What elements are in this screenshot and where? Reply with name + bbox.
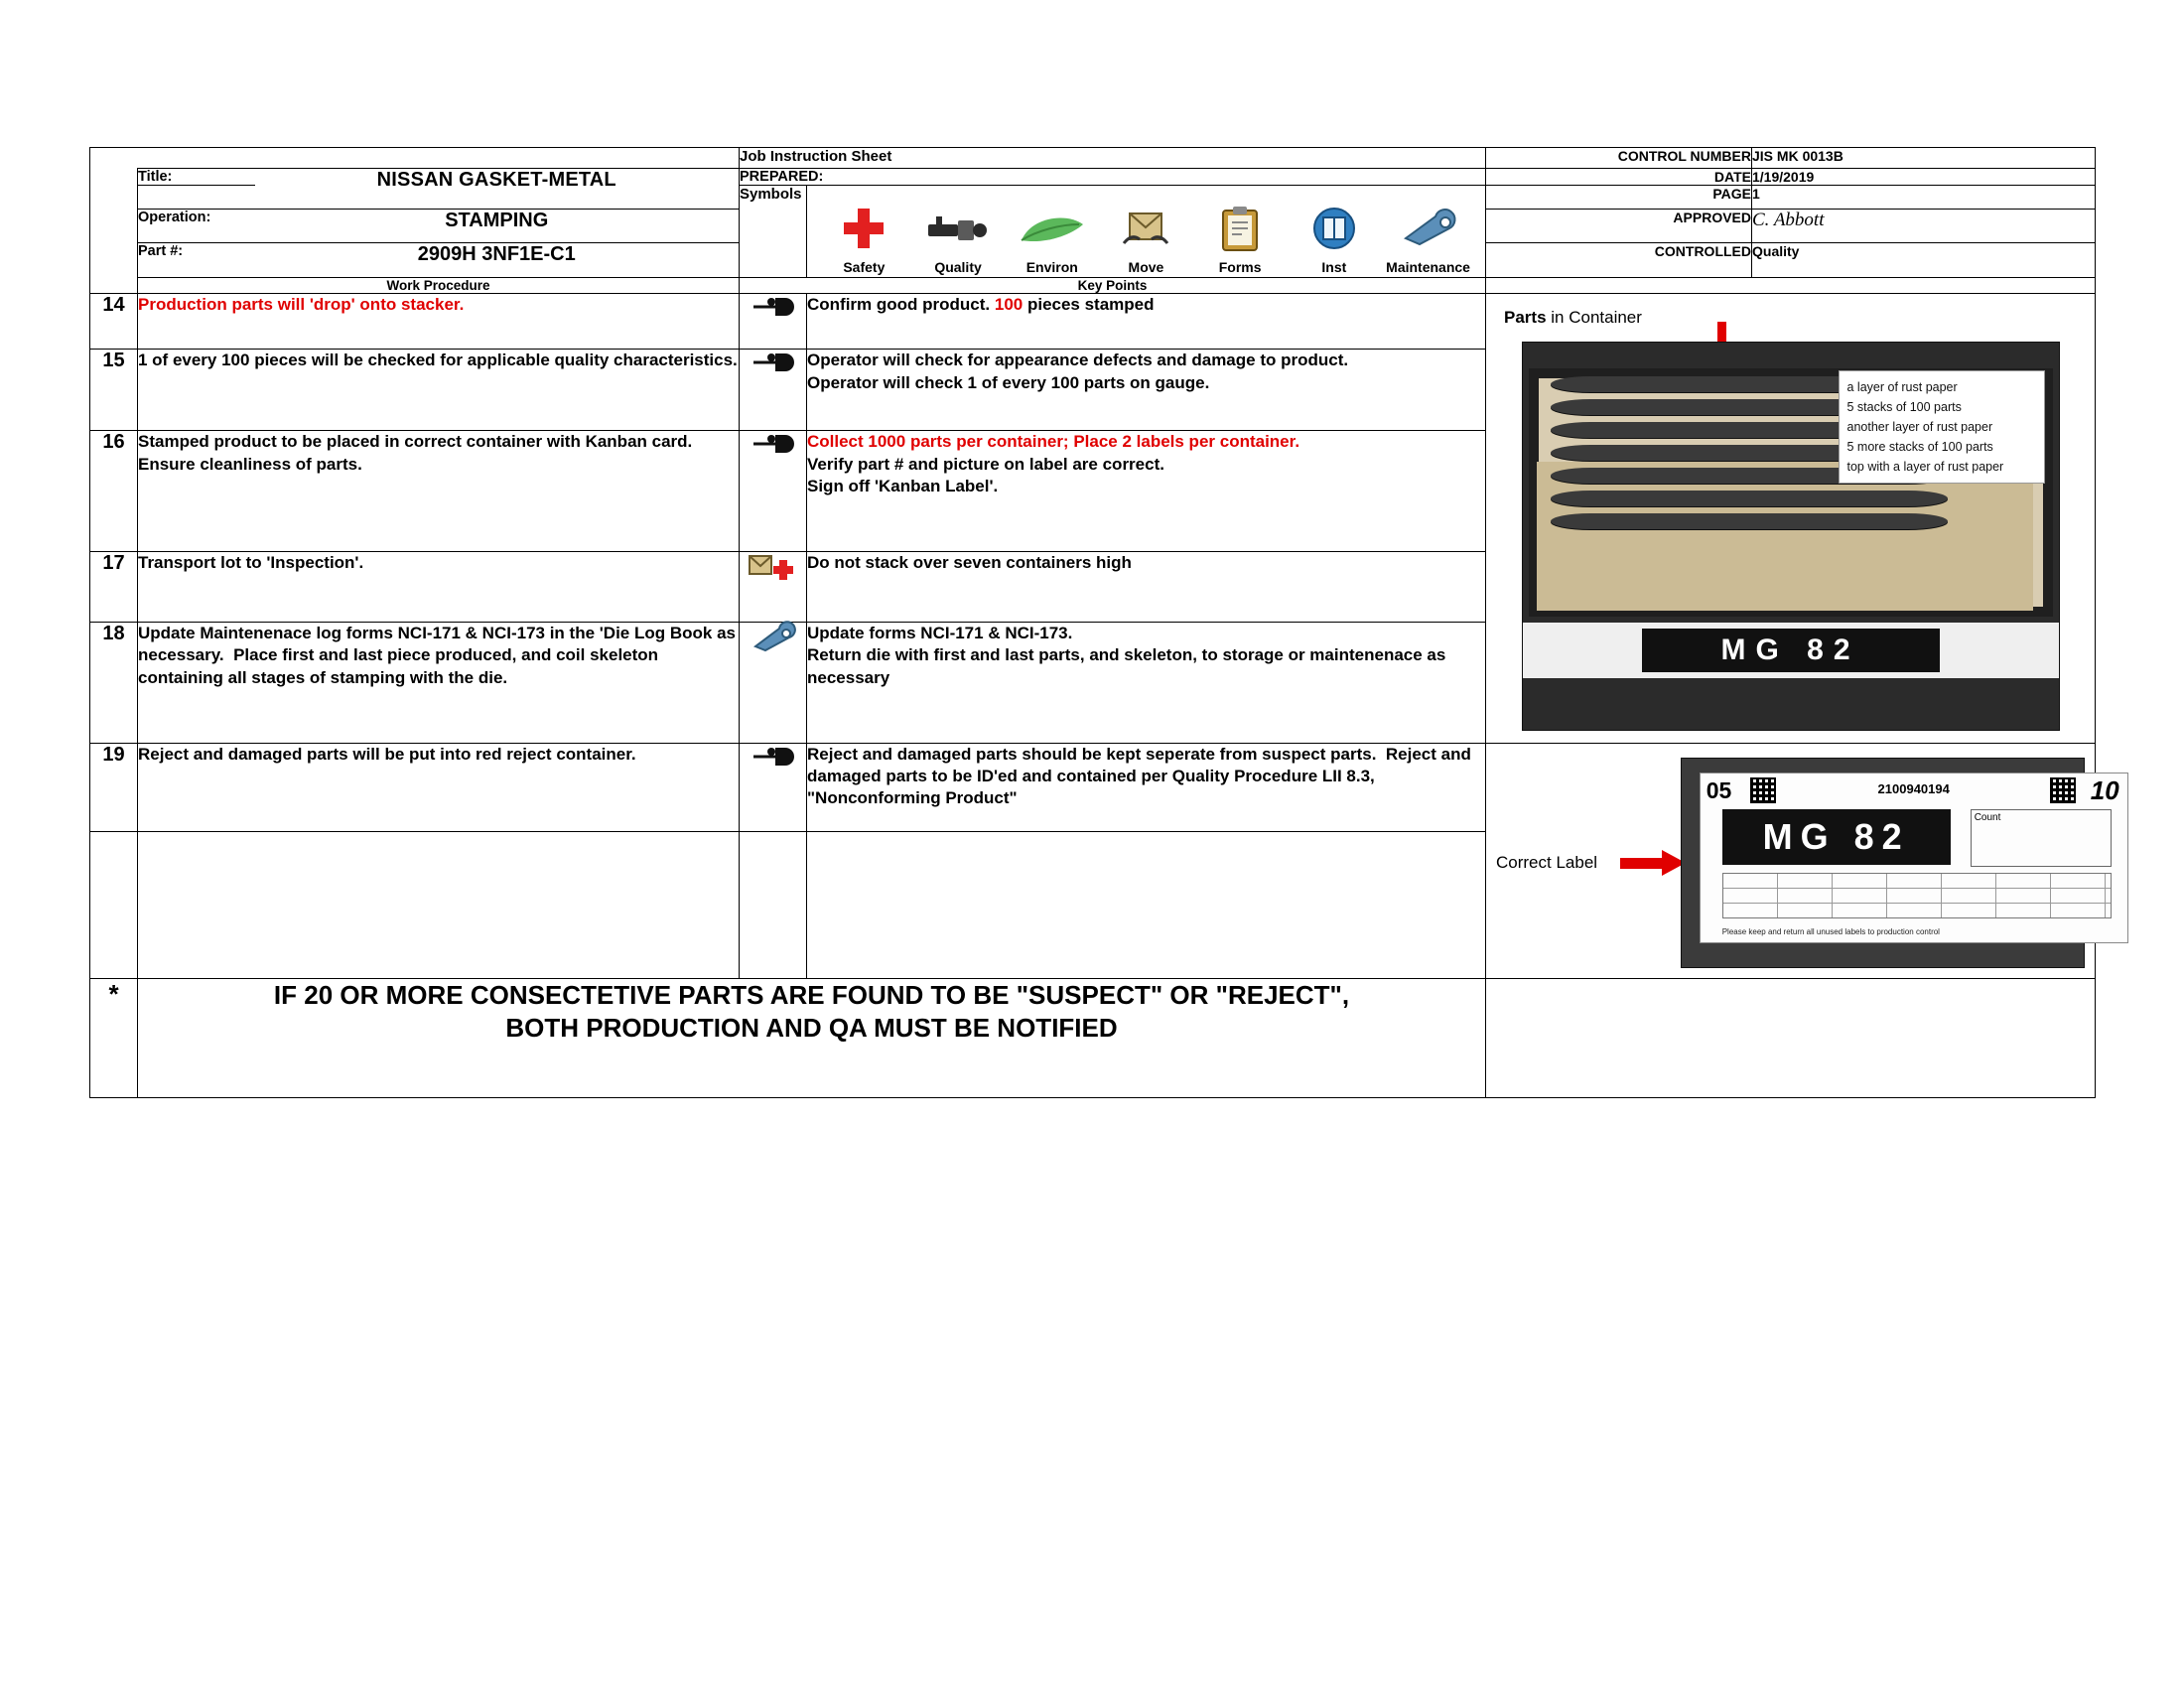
jis-table [89,147,2119,1098]
controlled-value: Quality [1752,243,2096,277]
step-number: 19 [90,743,138,831]
footer-blank-cell [1486,978,2096,1097]
col-header-key-points: Key Points [740,277,1486,293]
work-procedure-text: Update Maintenenace log forms NCI-171 & NCI-173 in the 'Die Log Book as necessary. Place first and last piece produced, and coil skeleton containing all stages of stamping with the die. [138,622,740,743]
symbol-caption: Quality [934,258,982,275]
environ-leaf-icon [1018,200,1087,257]
correct-label-figure [1486,743,2119,978]
move-hand-icon [740,431,807,552]
footer-notice-line2: BOTH PRODUCTION AND QA MUST BE NOTIFIED [505,1013,1118,1044]
note-line: top with a layer of rust paper [1846,459,2004,474]
step-number: 18 [90,622,138,743]
key-points-text [807,831,1486,978]
work-procedure-text: Transport lot to 'Inspection'. [138,551,740,622]
move-safety-icon [740,551,807,622]
part-label: Part #: [138,243,255,277]
move-hand-icon [740,293,807,350]
label-count-caption: Count [1974,811,2001,823]
step-number: 14 [90,293,138,350]
title-value: NISSAN GASKET-METAL [255,168,740,209]
empty-icon-cell [740,831,807,978]
prepared-label: PREPARED: [740,168,1486,185]
forms-clipboard-icon [1220,200,1260,257]
controlled-label: CONTROLLED [1486,243,1752,277]
title-label: Title: [138,168,255,185]
symbols-label: Symbols [740,185,807,277]
operation-value: STAMPING [255,209,740,242]
inst-book-icon [1311,200,1357,257]
sheet-title: Job Instruction Sheet [740,148,1486,169]
work-procedure-text: Production parts will 'drop' onto stacker. [138,293,740,350]
date-value: 1/19/2019 [1752,168,2096,185]
col-header-work-procedure: Work Procedure [138,277,740,293]
label-right-code: 10 [2090,774,2119,805]
symbol-inst [1292,200,1377,275]
symbol-caption: Inst [1321,258,1347,275]
key-points-text: Do not stack over seven containers high [807,551,1486,622]
symbol-safety [821,200,906,275]
footer-notice [138,978,1486,1097]
page-value: 1 [1752,185,2096,209]
note-line: a layer of rust paper [1846,379,1958,394]
key-points-text: Operator will check for appearance defects and damage to product. Operator will check 1 of every 100 parts on gauge. [807,350,1486,431]
symbol-caption: Forms [1218,258,1262,275]
symbol-caption: Move [1128,258,1164,275]
safety-cross-icon [840,200,887,257]
operation-label: Operation: [138,209,255,242]
symbol-quality [915,200,1001,275]
approved-label: APPROVED [1486,209,1752,242]
control-number-value: JIS MK 0013B [1752,148,2096,169]
footer-notice-line1: IF 20 OR MORE CONSECTETIVE PARTS ARE FOUND TO BE "SUSPECT" OR "REJECT", [273,979,1350,1010]
label-count-box [1971,809,2112,867]
work-procedure-text: Reject and damaged parts will be put into red reject container. [138,743,740,831]
parts-in-container-figure [1486,293,2096,743]
symbol-caption: Environ [1025,258,1078,275]
label-serial: 2100940194 [1877,780,1950,796]
label-part-text: MG 82 [1722,809,1951,865]
step-number: 17 [90,551,138,622]
work-procedure-text: Stamped product to be placed in correct container with Kanban card. Ensure cleanliness of parts. [138,431,740,552]
parts-caption [1498,304,2083,328]
maintenance-wrench-icon [1398,200,1459,257]
note-line: 5 stacks of 100 parts [1846,399,1962,414]
date-label: DATE [1486,168,1752,185]
work-procedure-text [138,831,740,978]
symbol-maintenance [1385,200,1470,275]
symbol-caption: Maintenance [1386,258,1470,275]
part-value: 2909H 3NF1E-C1 [255,243,740,277]
footer-star: * [90,978,138,1097]
symbols-strip [807,185,1486,277]
symbol-caption: Safety [843,258,886,275]
parts-caption-rest: in Container [1546,307,1642,327]
key-points-text: Reject and damaged parts should be kept seperate from suspect parts. Reject and damaged parts to be ID'ed and contained per Quality Procedure LII 8.3, "Nonconforming Product" [807,743,1486,831]
key-points-text: Update forms NCI-171 & NCI-173. Return die with first and last parts, and skeleton, to storage or maintenenace as necessary [807,622,1486,743]
page-label: PAGE [1486,185,1752,209]
step-number: 15 [90,350,138,431]
maintenance-wrench-icon [740,622,807,743]
approved-signature: C. Abbott [1752,209,2096,242]
container-plate-text: MG 82 [1642,629,1940,672]
work-procedure-text: 1 of every 100 pieces will be checked for applicable quality characteristics. [138,350,740,431]
move-hands-icon [1120,200,1171,257]
quality-gauge-icon [740,350,807,431]
container-note [1839,370,2045,484]
symbol-move [1103,200,1188,275]
label-caption: Correct Label [1496,852,1598,872]
key-points-text: Collect 1000 parts per container; Place 2 labels per container. Verify part # and picture on label are correct. Sign off 'Kanban Label'. [807,431,1486,552]
right-arrow-icon [1620,850,1680,876]
note-line: another layer of rust paper [1846,419,1993,434]
note-line: 5 more stacks of 100 parts [1846,439,1993,454]
job-instruction-sheet [89,147,2119,1098]
move-hand-icon [740,743,807,831]
symbol-environ [1010,200,1095,275]
quality-gauge-icon [926,200,990,257]
label-data-grid [1722,873,2112,918]
step-number: 16 [90,431,138,552]
symbol-forms [1197,200,1283,275]
key-points-text: Confirm good product. 100 pieces stamped [807,293,1486,350]
container-photo [1522,342,2060,731]
label-left-code: 05 [1706,776,1732,803]
control-number-label: CONTROL NUMBER [1486,148,1752,169]
parts-caption-bold: Parts [1504,307,1547,327]
step-number [90,831,138,978]
kanban-label-photo [1681,758,2119,968]
label-footer-text: Please keep and return all unused labels to production control [1721,926,1940,936]
